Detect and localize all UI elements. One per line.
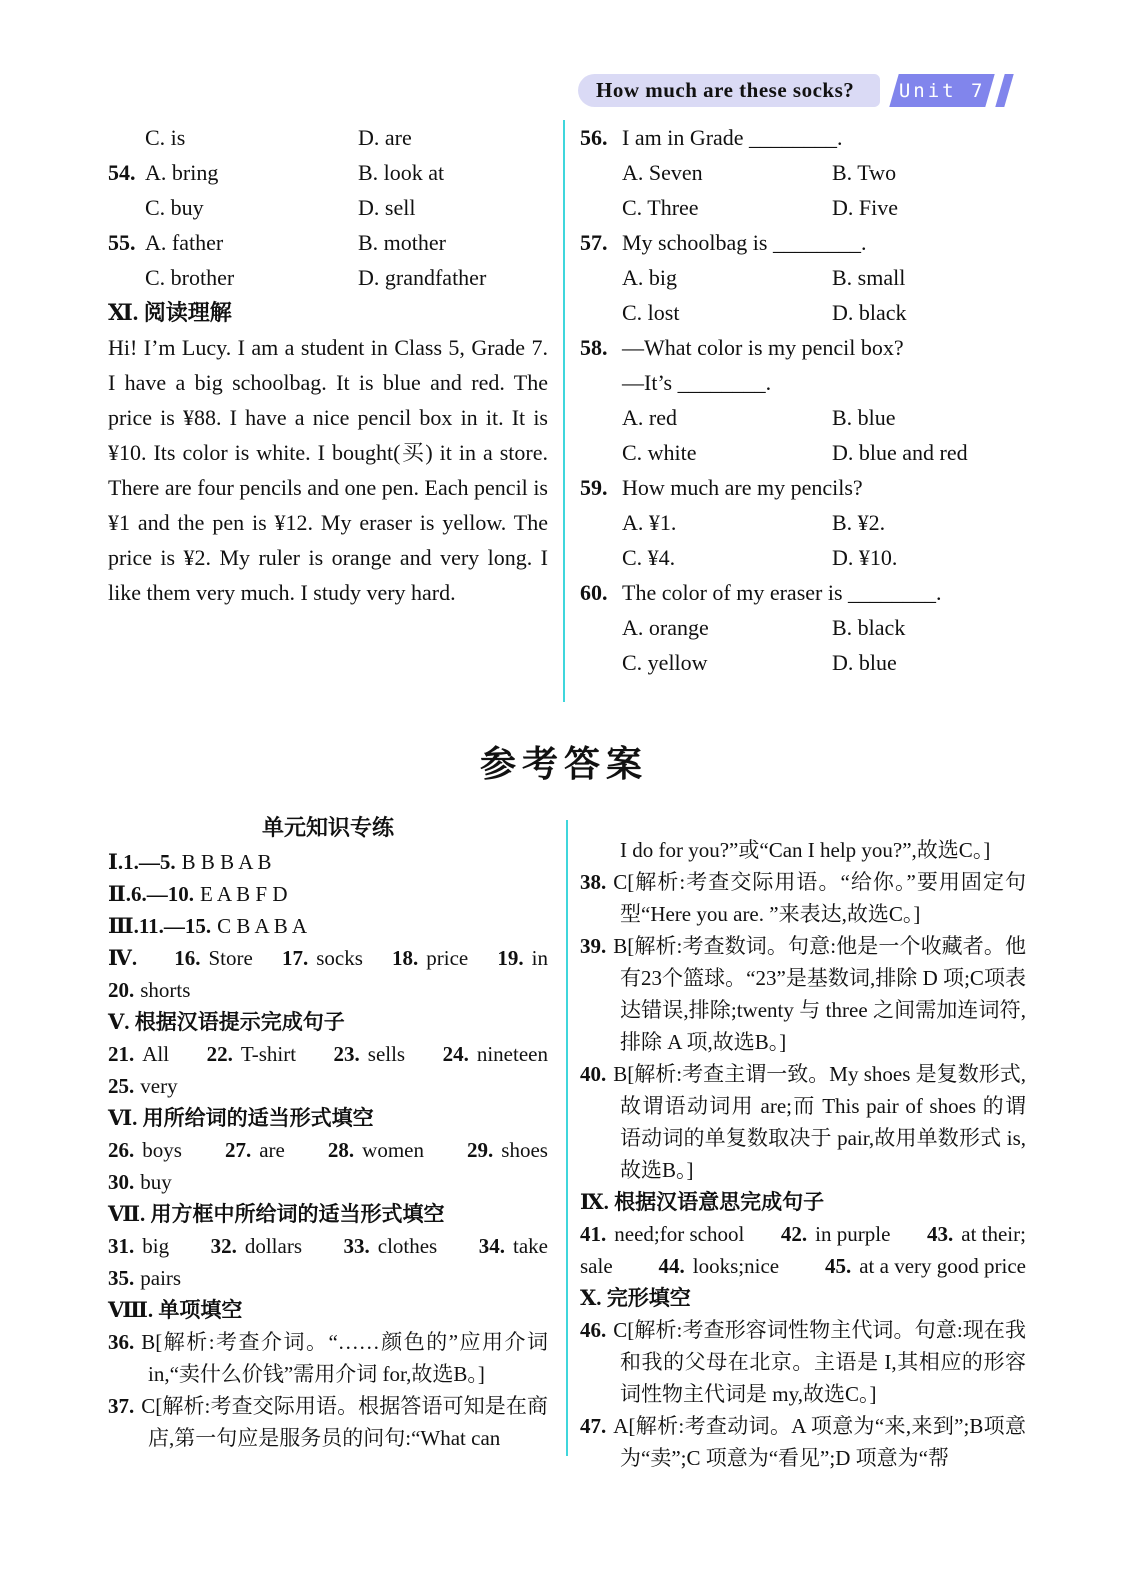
option-d: D. Five bbox=[832, 195, 898, 220]
answer-number: 41. bbox=[580, 1222, 607, 1246]
question-54-options-cd bbox=[108, 190, 548, 225]
answer-explanation-40 bbox=[580, 1058, 1026, 1186]
question-58-stem-2 bbox=[580, 365, 1020, 400]
answer-number: 19. bbox=[497, 946, 524, 970]
answer-number: 40. bbox=[580, 1062, 607, 1086]
answer-number: 44. bbox=[658, 1254, 685, 1278]
question-60-options-cd bbox=[580, 645, 1020, 680]
answer-number: 24. bbox=[442, 1042, 469, 1066]
answer-item bbox=[108, 1134, 182, 1166]
option-a: A. ¥1. bbox=[622, 510, 677, 535]
answer-number: 30. bbox=[108, 1170, 135, 1194]
answer-number: 39. bbox=[580, 934, 607, 958]
answer-item bbox=[344, 1230, 438, 1262]
question-stem: I am in Grade ________. bbox=[622, 125, 843, 150]
question-53-options-cd bbox=[108, 120, 548, 155]
option-b: B. black bbox=[832, 615, 906, 640]
answer-number: 34. bbox=[478, 1234, 505, 1258]
answer-explanation-37-continued: I do for you?”或“Can I help you?”,故选C。] bbox=[620, 838, 991, 862]
answers-left-column bbox=[108, 810, 548, 1454]
question-58 bbox=[580, 330, 1020, 365]
question-57-options-ab bbox=[580, 260, 1020, 295]
answer-word: socks bbox=[316, 946, 363, 970]
answer-range: Ⅰ.1.—5. bbox=[108, 850, 176, 874]
answer-number: 22. bbox=[206, 1042, 233, 1066]
answer-word: at a very good price bbox=[859, 1254, 1026, 1278]
answer-item bbox=[225, 1134, 285, 1166]
answers-line-25 bbox=[108, 1070, 548, 1102]
answer-item bbox=[334, 1038, 406, 1070]
answer-number: 27. bbox=[224, 1138, 252, 1162]
answer-item bbox=[497, 942, 548, 974]
question-stem: My schoolbag is ________. bbox=[622, 230, 867, 255]
answer-word: dollars bbox=[244, 1234, 302, 1258]
option-b: B. ¥2. bbox=[832, 510, 886, 535]
question-number: 60. bbox=[580, 580, 608, 605]
answer-item bbox=[174, 942, 253, 974]
option-c: C. yellow bbox=[622, 650, 708, 675]
question-number: 56. bbox=[580, 125, 608, 150]
answer-word: looks;nice bbox=[692, 1254, 780, 1278]
answer-item bbox=[825, 1250, 1026, 1282]
answer-word: sale bbox=[580, 1254, 613, 1278]
answer-number: 23. bbox=[333, 1042, 360, 1066]
option-c: C. is bbox=[145, 125, 186, 150]
question-number: 57. bbox=[580, 230, 608, 255]
section-xi-reading-heading: Ⅺ. 阅读理解 bbox=[108, 300, 232, 325]
question-57-options-cd bbox=[580, 295, 1020, 330]
answer-word: boys bbox=[142, 1138, 182, 1162]
section-ix-heading: Ⅸ. 根据汉语意思完成句子 bbox=[580, 1190, 825, 1214]
answer-number: 46. bbox=[580, 1318, 607, 1342]
unit-number: Unit 7 bbox=[898, 79, 986, 102]
answer-number: 38. bbox=[580, 870, 607, 894]
answer-item bbox=[207, 1038, 296, 1070]
option-a: A. red bbox=[622, 405, 677, 430]
option-c: C. white bbox=[622, 440, 697, 465]
answers-line-20 bbox=[108, 974, 548, 1006]
header-bar-decoration bbox=[996, 74, 1014, 107]
answer-word: are bbox=[259, 1138, 285, 1162]
question-59 bbox=[580, 470, 1020, 505]
answer-number: 32. bbox=[210, 1234, 237, 1258]
option-b: B. look at bbox=[358, 160, 445, 185]
answer-word: women bbox=[362, 1138, 424, 1162]
question-55-options-cd bbox=[108, 260, 548, 295]
answer-item bbox=[108, 942, 145, 974]
answers-line-1-5 bbox=[108, 846, 548, 878]
answer-word: in purple bbox=[815, 1222, 891, 1246]
answer-word: pairs bbox=[140, 1266, 182, 1290]
answer-explanation-38 bbox=[580, 866, 1026, 930]
answer-word: at their; bbox=[961, 1222, 1026, 1246]
answer-number: 36. bbox=[108, 1330, 135, 1354]
option-a: A. big bbox=[622, 265, 677, 290]
question-number: 55. bbox=[108, 230, 136, 255]
answer-explanation-46 bbox=[580, 1314, 1026, 1410]
answer-explanation-text: B[解析:考查主谓一致。My shoes 是复数形式,故谓语动词用 are;而 This pair of shoes 的谓语动词的单复数取决于 pair,故用单数形式 is,故选B。] bbox=[613, 1062, 1026, 1182]
answer-number: 37. bbox=[108, 1394, 135, 1418]
option-a: A. bring bbox=[145, 160, 219, 185]
unit-number-badge bbox=[890, 74, 995, 107]
option-c: C. ¥4. bbox=[622, 545, 676, 570]
answer-item bbox=[328, 1134, 424, 1166]
answer-letters: B B B A B bbox=[181, 850, 272, 874]
option-c: C. brother bbox=[145, 265, 235, 290]
question-number: 54. bbox=[108, 160, 136, 185]
option-b: B. mother bbox=[358, 230, 446, 255]
option-d: D. are bbox=[358, 125, 412, 150]
question-stem: The color of my eraser is ________. bbox=[622, 580, 942, 605]
section-v-heading: Ⅴ. 根据汉语提示完成句子 bbox=[108, 1010, 345, 1034]
answers-line-41-43 bbox=[580, 1218, 1026, 1250]
option-a: A. father bbox=[145, 230, 224, 255]
answer-word: big bbox=[142, 1234, 170, 1258]
answer-item bbox=[211, 1230, 302, 1262]
unit-title-pill bbox=[578, 74, 880, 107]
answer-number: 29. bbox=[467, 1138, 494, 1162]
answer-range: Ⅲ.11.—15. bbox=[108, 914, 212, 938]
answer-explanation-36 bbox=[108, 1326, 548, 1390]
answer-number: 21. bbox=[108, 1042, 135, 1066]
question-56 bbox=[580, 120, 1020, 155]
question-58-options-cd bbox=[580, 435, 1020, 470]
answer-item bbox=[282, 942, 363, 974]
exercise-right-column bbox=[580, 120, 1020, 680]
question-number: 59. bbox=[580, 475, 608, 500]
answer-number: 26. bbox=[108, 1138, 135, 1162]
answer-item bbox=[580, 1218, 744, 1250]
answer-item bbox=[659, 1250, 780, 1282]
answers-line-21-24 bbox=[108, 1038, 548, 1070]
answers-line-30 bbox=[108, 1166, 548, 1198]
option-a: A. orange bbox=[622, 615, 709, 640]
section-x-heading: Ⅹ. 完形填空 bbox=[580, 1286, 691, 1310]
answer-word: need;for school bbox=[614, 1222, 745, 1246]
answer-explanation-47 bbox=[580, 1410, 1026, 1474]
answer-item bbox=[443, 1038, 548, 1070]
answer-word: shoes bbox=[501, 1138, 548, 1162]
question-55-options-ab bbox=[108, 225, 548, 260]
answer-letters: E A B F D bbox=[199, 882, 288, 906]
answer-letters: C B A B A bbox=[217, 914, 308, 938]
answer-number: Ⅳ. bbox=[108, 946, 138, 970]
answer-number: 17. bbox=[281, 946, 309, 970]
option-d: D. blue bbox=[832, 650, 897, 675]
column-divider-top bbox=[563, 120, 565, 702]
question-number: 58. bbox=[580, 335, 608, 360]
answers-line-31-34 bbox=[108, 1230, 548, 1262]
option-d: D. grandfather bbox=[358, 265, 487, 290]
answer-item bbox=[108, 1038, 169, 1070]
answer-explanation-text: C[解析:考查形容词性物主代词。句意:现在我和我的父母在北京。主语是 I,其相应的形容词性物主代词是 my,故选C。] bbox=[613, 1318, 1026, 1406]
answer-word: in bbox=[531, 946, 548, 970]
answer-number: 45. bbox=[824, 1254, 852, 1278]
answer-item bbox=[479, 1230, 548, 1262]
option-c: C. Three bbox=[622, 195, 699, 220]
answer-word: All bbox=[142, 1042, 170, 1066]
option-d: D. black bbox=[832, 300, 907, 325]
question-60 bbox=[580, 575, 1020, 610]
answers-line-35 bbox=[108, 1262, 548, 1294]
answer-item bbox=[467, 1134, 548, 1166]
answers-right-column bbox=[580, 810, 1026, 1474]
answer-number: 18. bbox=[392, 946, 419, 970]
answer-number: 20. bbox=[108, 978, 135, 1002]
question-stem-line-2: —It’s ________. bbox=[622, 370, 772, 395]
question-stem: How much are my pencils? bbox=[622, 475, 863, 500]
answer-word: nineteen bbox=[476, 1042, 548, 1066]
answer-item bbox=[580, 1250, 613, 1282]
answers-line-44-45 bbox=[580, 1250, 1026, 1282]
answers-line-11-15 bbox=[108, 910, 548, 942]
option-a: A. Seven bbox=[622, 160, 703, 185]
answer-word: very bbox=[140, 1074, 178, 1098]
answer-explanation-37 bbox=[108, 1390, 548, 1454]
answer-range: Ⅱ.6.—10. bbox=[108, 882, 194, 906]
answer-explanation-text: B[解析:考查介词。“……颜色的”应用介词in,“卖什么价钱”需用介词 for,故选B。] bbox=[141, 1330, 548, 1386]
answer-explanation-text: B[解析:考查数词。句意:他是一个收藏者。他有23个篮球。“23”是基数词,排除 D 项;C项表达错误,排除;twenty 与 three 之间需加连词符,排除 A 项,故选B。] bbox=[613, 934, 1026, 1054]
answer-explanation-text: C[解析:考查交际用语。“给你。”要用固定句型“Here you are. ”来表达,故选C。] bbox=[613, 870, 1026, 926]
option-b: B. Two bbox=[832, 160, 897, 185]
option-d: D. ¥10. bbox=[832, 545, 898, 570]
answer-word: Store bbox=[208, 946, 253, 970]
section-vi-heading: Ⅵ. 用所给词的适当形式填空 bbox=[108, 1106, 374, 1130]
answers-title: 参考答案 bbox=[479, 744, 648, 784]
question-58-options-ab bbox=[580, 400, 1020, 435]
question-56-options-ab bbox=[580, 155, 1020, 190]
option-b: B. blue bbox=[832, 405, 896, 430]
answer-explanation-text: A[解析:考查动词。A 项意为“来,来到”;B项意为“卖”;C 项意为“看见”;D 项意为“帮 bbox=[613, 1414, 1026, 1470]
answer-word: shorts bbox=[140, 978, 191, 1002]
answer-item bbox=[392, 942, 468, 974]
question-60-options-ab bbox=[580, 610, 1020, 645]
answer-word: take bbox=[512, 1234, 548, 1258]
answer-number: 35. bbox=[108, 1266, 135, 1290]
question-57 bbox=[580, 225, 1020, 260]
answer-word: clothes bbox=[377, 1234, 438, 1258]
exercise-left-column bbox=[108, 120, 548, 610]
answer-number: 33. bbox=[343, 1234, 370, 1258]
answers-line-16-19 bbox=[108, 942, 548, 974]
option-b: B. small bbox=[832, 265, 906, 290]
answer-number: 16. bbox=[174, 946, 201, 970]
answer-number: 25. bbox=[108, 1074, 135, 1098]
answer-word: price bbox=[426, 946, 469, 970]
section-vii-heading: Ⅶ. 用方框中所给词的适当形式填空 bbox=[108, 1202, 445, 1226]
answers-subtitle: 单元知识专练 bbox=[261, 815, 394, 840]
question-59-options-cd bbox=[580, 540, 1020, 575]
answers-line-6-10 bbox=[108, 878, 548, 910]
answer-item bbox=[781, 1218, 890, 1250]
question-stem-line-1: —What color is my pencil box? bbox=[622, 335, 904, 360]
answer-word: buy bbox=[140, 1170, 172, 1194]
answer-word: T-shirt bbox=[240, 1042, 297, 1066]
column-divider-bottom bbox=[566, 820, 568, 1456]
answer-number: 47. bbox=[580, 1414, 607, 1438]
option-d: D. blue and red bbox=[832, 440, 968, 465]
page-header bbox=[578, 74, 1009, 107]
answer-word: sells bbox=[367, 1042, 406, 1066]
answer-number: 28. bbox=[327, 1138, 355, 1162]
question-54-options-ab bbox=[108, 155, 548, 190]
answer-number: 43. bbox=[927, 1222, 954, 1246]
answer-explanation-39 bbox=[580, 930, 1026, 1058]
answer-item bbox=[927, 1218, 1026, 1250]
answer-number: 31. bbox=[108, 1234, 135, 1258]
option-c: C. buy bbox=[145, 195, 204, 220]
question-56-options-cd bbox=[580, 190, 1020, 225]
answer-number: 42. bbox=[780, 1222, 808, 1246]
option-c: C. lost bbox=[622, 300, 680, 325]
reading-passage: Hi! I’m Lucy. I am a student in Class 5, Grade 7. I have a big schoolbag. It is blue and red. The price is ¥88. I have a nice pencil box in it. It is ¥10. Its color is white. I bought(买) it in a store. There are four pencils and one pen. Each pencil is ¥1 and the pen is ¥12. My eraser is yellow. The price is ¥2. My ruler is orange and very long. I like them very much. I study very hard. bbox=[108, 335, 548, 605]
answer-item bbox=[108, 1230, 169, 1262]
answers-line-26-29 bbox=[108, 1134, 548, 1166]
answer-explanation-text: C[解析:考查交际用语。根据答语可知是在商店,第一句应是服务员的问句:“What can bbox=[141, 1394, 548, 1450]
option-d: D. sell bbox=[358, 195, 416, 220]
unit-title: How much are these socks? bbox=[596, 78, 855, 102]
section-viii-heading: Ⅷ. 单项填空 bbox=[108, 1298, 243, 1322]
question-59-options-ab bbox=[580, 505, 1020, 540]
